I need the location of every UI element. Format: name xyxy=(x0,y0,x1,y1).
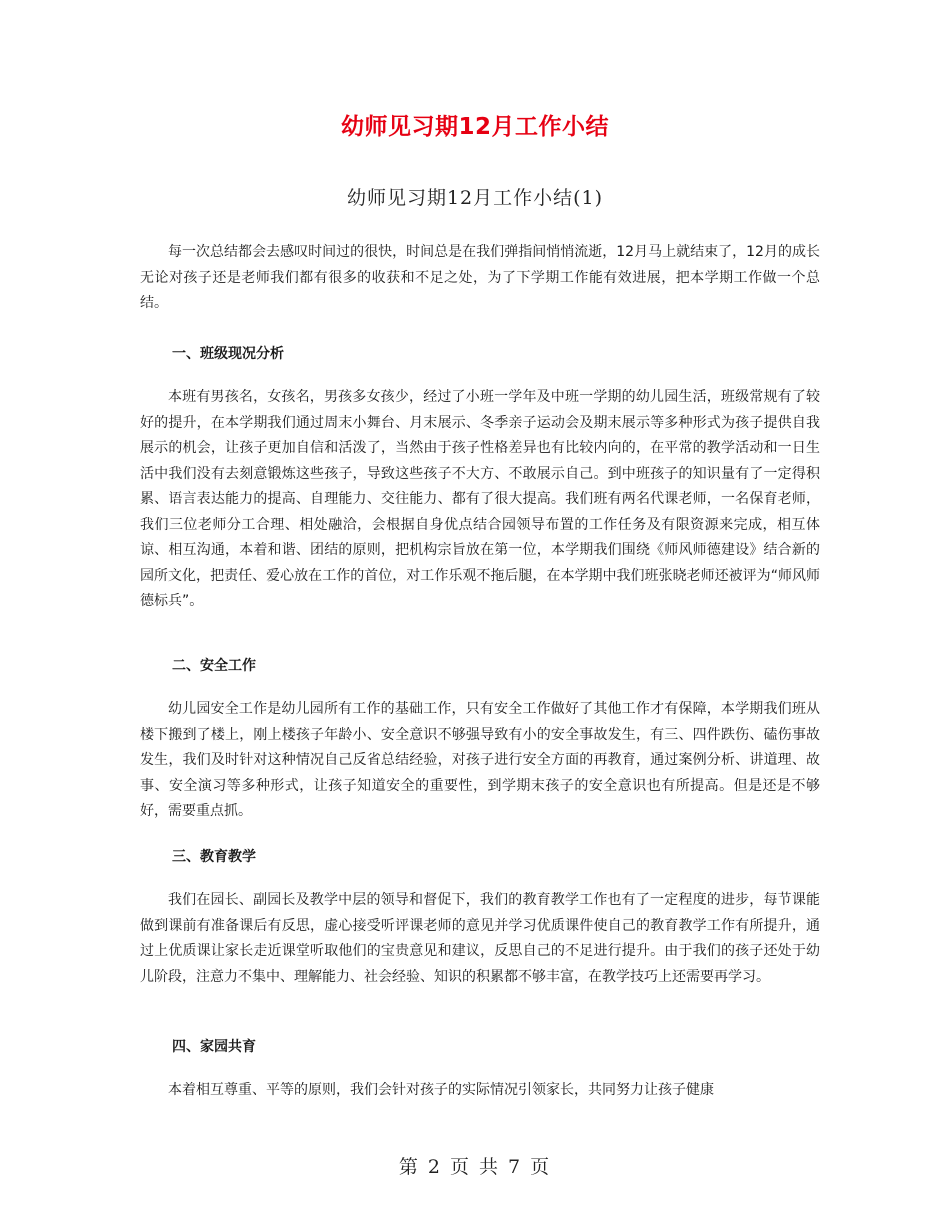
intro-paragraph: 每一次总结都会去感叹时间过的很快，时间总是在我们弹指间悄悄流逝，12月马上就结束了，12月的成长无论对孩子还是老师我们都有很多的收获和不足之处，为了下学期工作能有效进展，把本学期工作做一个总结。 xyxy=(140,244,820,311)
section-paragraph-safety: 幼儿园安全工作是幼儿园所有工作的基础工作，只有安全工作做好了其他工作才有保障，本学期我们班从楼下搬到了楼上，刚上楼孩子年龄小、安全意识不够强导致有小的安全事故发生，有三、四件跌伤、磕伤事故发生，我们及时针对这种情况自己反省总结经验，对孩子进行安全方面的再教育，通过案例分析、讲道理、故事、安全演习等多种形式，让孩子知道安全的重要性，到学期末孩子的安全意识也有所提高。但是还是不够好，需要重点抓。 xyxy=(140,701,820,819)
page-footer: 第 2 页 共 7 页 xyxy=(398,1156,552,1178)
section-heading-teaching: 三、教育教学 xyxy=(172,849,256,865)
section-paragraph-home-school: 本着相互尊重、平等的原则，我们会针对孩子的实际情况引领家长，共同努力让孩子健康 xyxy=(168,1082,714,1098)
section-paragraph-teaching: 我们在园长、副园长及教学中层的领导和督促下，我们的教育教学工作也有了一定程度的进步，每节课能做到课前有准备课后有反思，虚心接受听评课老师的意见并学习优质课件使自己的教育教学工作有所提升，通过上优质课让家长走近课堂听取他们的宝贵意见和建议，反思自己的不足进行提升。由于我们的孩子还处于幼儿阶段，注意力不集中、理解能力、社会经验、知识的积累都不够丰富，在教学技巧上还需要再学习。 xyxy=(140,892,820,985)
section-paragraph-class-analysis: 本班有男孩名，女孩名，男孩多女孩少，经过了小班一学年及中班一学期的幼儿园生活，班级常规有了较好的提升，在本学期我们通过周末小舞台、月末展示、冬季亲子运动会及期末展示等多种形式为孩子提供自我展示的机会，让孩子更加自信和活泼了，当然由于孩子性格差异也有比较内向的，在平常的教学活动和一日生活中我们没有去刻意锻炼这些孩子，导致这些孩子不大方、不敢展示自己。到中班孩子的知识量有了一定得积累、语言表达能力的提高、自理能力、交往能力、都有了很大提高。我们班有两名代课老师，一名保育老师，我们三位老师分工合理、相处融洽，会根据自身优点结合园领导布置的工作任务及有限资源来完成，相互体谅、相互沟通，本着和谐、团结的原则，把机构宗旨放在第一位，本学期我们围绕《师风师德建设》结合新的园所文化，把责任、爱心放在工作的首位，对工作乐观不拖后腿，在本学期中我们班张晓老师还被评为“师风师德标兵”。 xyxy=(140,389,820,609)
document-title: 幼师见习期12月工作小结 xyxy=(340,114,609,140)
section-heading-safety: 二、安全工作 xyxy=(172,658,256,674)
section-heading-class-analysis: 一、班级现况分析 xyxy=(172,346,284,362)
section-heading-home-school: 四、家园共育 xyxy=(172,1039,256,1055)
document-subtitle: 幼师见习期12月工作小结(1) xyxy=(346,187,604,209)
